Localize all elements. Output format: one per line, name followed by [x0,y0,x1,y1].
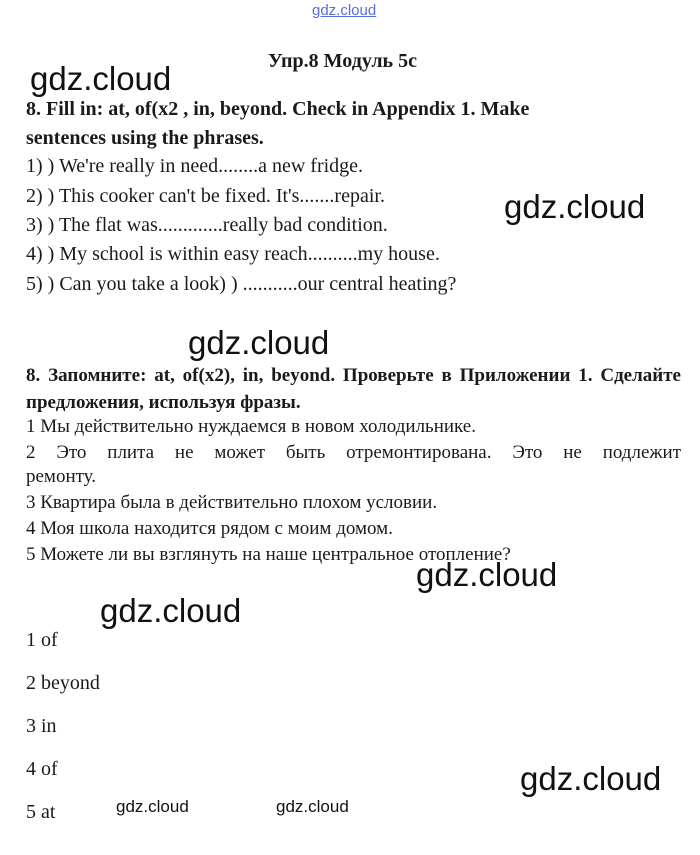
exercise-item-ru: 2 Это плита не может быть отремонтирована. Это не подлежит [26,442,681,463]
watermark: gdz.cloud [30,60,172,97]
task-heading-ru: 8. Запомните: at, of(x2), in, beyond. Проверьте в Приложении 1. Сделайте предложения, используя фразы. [26,365,681,413]
watermark-top: gdz.cloud [312,2,377,19]
task-heading-en-line2: sentences using the phrases. [26,127,264,149]
watermark: gdz.cloud [520,760,662,797]
exercise-item-en: 5) ) Can you take a look) ) ...........our central heating? [26,273,457,295]
exercise-item-ru: 5 Можете ли вы взглянуть на наше центральное отопление? [26,544,511,565]
answer-item: 2 beyond [26,672,100,694]
answer-item: 3 in [26,715,57,737]
answer-item: 5 at [26,801,56,823]
exercise-item-ru-continued: ремонту. [26,466,97,487]
exercise-item-en: 2) ) This cooker can't be fixed. It's.......repair. [26,185,385,207]
answer-item: 4 of [26,758,58,780]
exercise-item-ru: 1 Мы действительно нуждаемся в новом холодильнике. [26,416,476,437]
answer-item: 1 of [26,629,58,651]
watermark-small: gdz.cloud [116,797,189,816]
exercise-item-ru: 4 Моя школа находится рядом с моим домом. [26,518,393,539]
page-title: Упр.8 Модуль 5с [268,50,418,72]
exercise-item-en: 1) ) We're really in need........a new fridge. [26,155,364,177]
watermark: gdz.cloud [100,592,242,629]
watermark: gdz.cloud [504,188,646,225]
task-heading-en-line1: 8. Fill in: at, of(x2 , in, beyond. Check in Appendix 1. Make [26,98,530,120]
exercise-item-en: 4) ) My school is within easy reach..........my house. [26,243,440,265]
watermark-small: gdz.cloud [276,797,349,816]
watermark: gdz.cloud [188,324,330,361]
exercise-item-ru: 3 Квартира была в действительно плохом условии. [26,492,438,513]
exercise-item-en: 3) ) The flat was.............really bad condition. [26,214,388,236]
watermark: gdz.cloud [416,556,558,593]
